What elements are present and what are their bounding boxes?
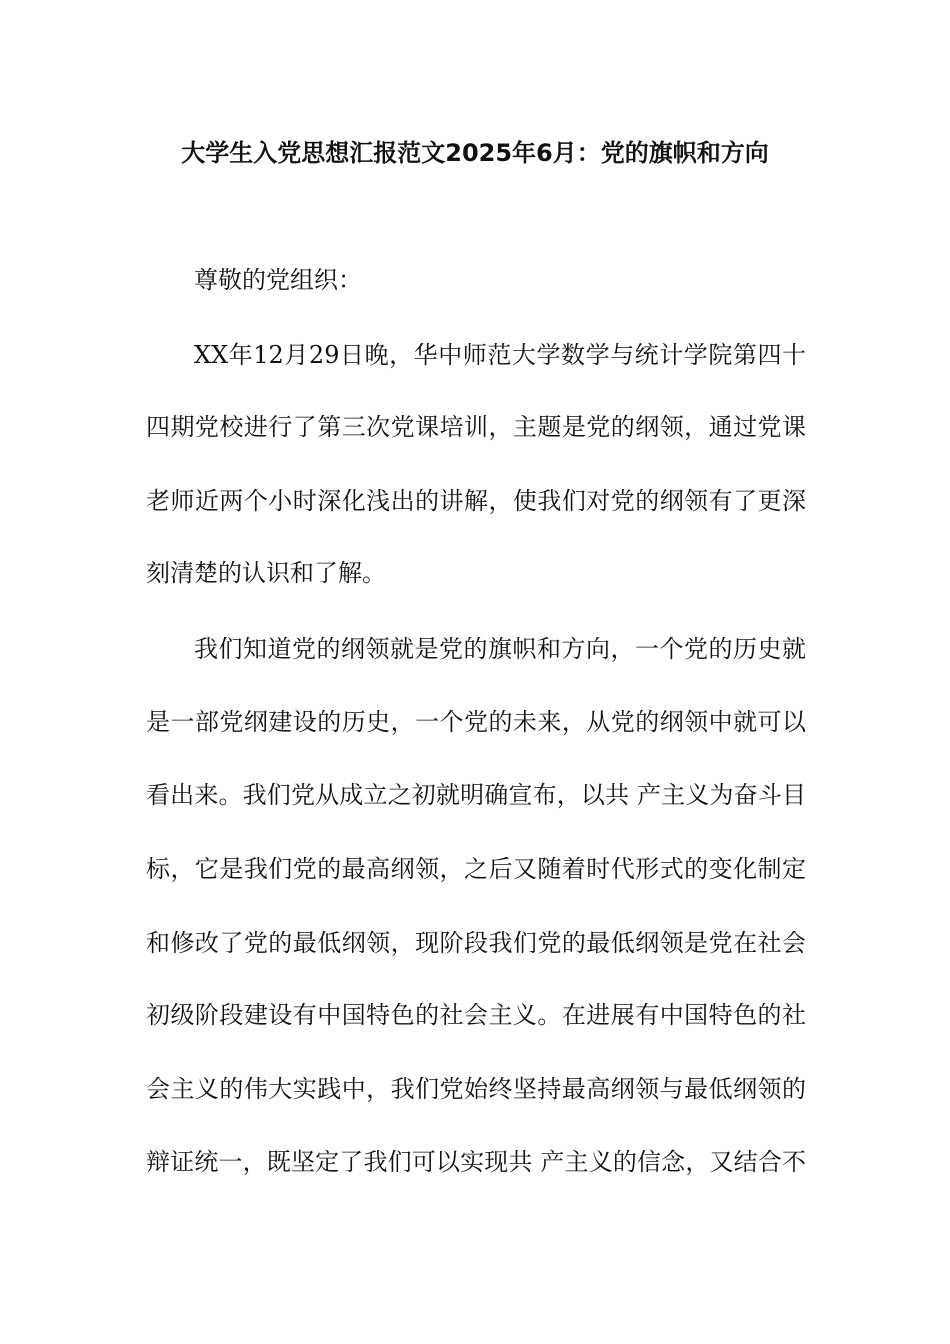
paragraph-2-line-2: 是一部党纲建设的历史，一个党的未来，从党的纲领中就可以 (146, 708, 806, 736)
salutation: 尊敬的党组织： (194, 266, 362, 294)
paragraph-2-line-3: 看出来。我们党从成立之初就明确宣布，以共 产主义为奋斗目 (146, 781, 806, 809)
paragraph-2-line-5: 和修改了党的最低纲领，现阶段我们党的最低纲领是党在社会 (146, 929, 806, 957)
paragraph-2-line-4: 标，它是我们党的最高纲领，之后又随着时代形式的变化制定 (146, 855, 806, 883)
document-title: 大学生入党思想汇报范文2025年6月：党的旗帜和方向 (181, 139, 769, 167)
paragraph-1-line-3: 老师近两个小时深化浅出的讲解，使我们对党的纲领有了更深 (146, 487, 806, 515)
paragraph-1-line-2: 四期党校进行了第三次党课培训，主题是党的纲领，通过党课 (146, 413, 806, 441)
paragraph-2-line-1: 我们知道党的纲领就是党的旗帜和方向，一个党的历史就 (194, 635, 806, 663)
paragraph-2-line-7: 会主义的伟大实践中，我们党始终坚持最高纲领与最低纲领的 (146, 1075, 806, 1103)
paragraph-1-line-1: XX年12月29日晚，华中师范大学数学与统计学院第四十 (194, 341, 806, 369)
paragraph-2-line-8: 辩证统一，既坚定了我们可以实现共 产主义的信念，又结合不 (146, 1148, 806, 1176)
paragraph-1-line-4: 刻清楚的认识和了解。 (146, 559, 386, 587)
paragraph-2-line-6: 初级阶段建设有中国特色的社会主义。在进展有中国特色的社 (146, 1001, 806, 1029)
